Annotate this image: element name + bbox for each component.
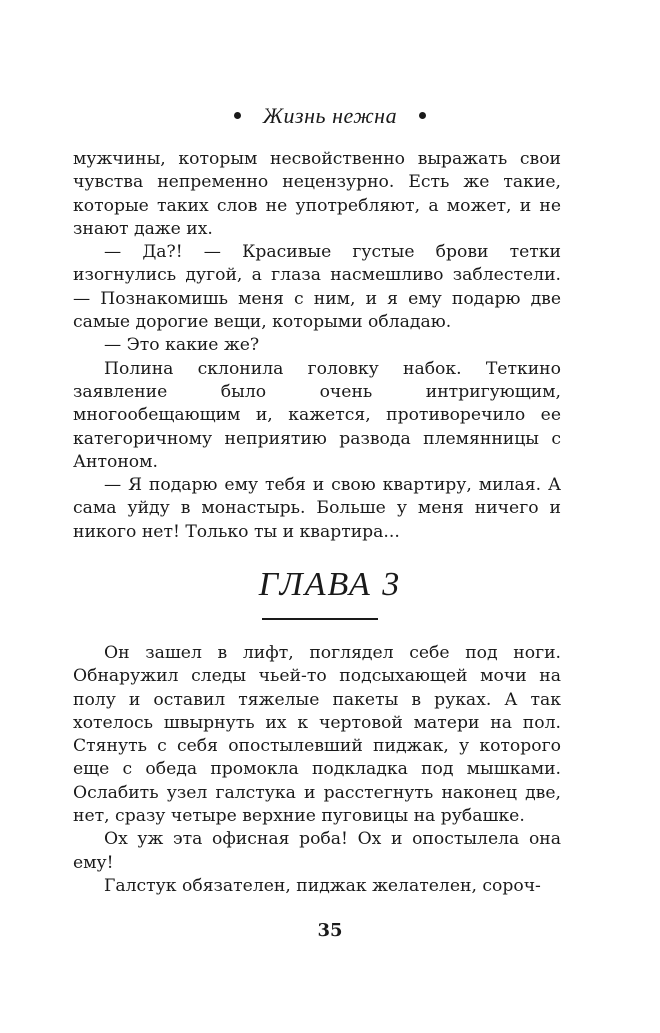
paragraph: Ох уж эта офисная роба! Ох и опостылела она ему! bbox=[73, 829, 561, 873]
bullet-left-icon bbox=[234, 112, 241, 119]
chapter-title: ГЛАВА 3 bbox=[258, 566, 402, 603]
chapter-divider bbox=[262, 618, 378, 620]
paragraph: Полина склонила головку набок. Теткино заявление было очень интригующим, многообещающим и, кажется, противоречило ее категоричному неприятию развода племянницы с Антоном. bbox=[73, 358, 561, 472]
page-number: 35 bbox=[317, 920, 343, 941]
text-block-bottom bbox=[73, 642, 561, 898]
running-head-title: Жизнь нежна bbox=[262, 103, 398, 128]
paragraph: — Да?! — Красивые густые брови тетки изогнулись дугой, а глаза насмешливо заблестели. — Познакомишь меня с ним, и я ему подарю две самые дорогие вещи, которыми обладаю. bbox=[73, 242, 561, 333]
paragraph: Галстук обязателен, пиджак желателен, сороч- bbox=[104, 875, 541, 896]
paragraph: — Это какие же? bbox=[104, 335, 260, 356]
running-head bbox=[0, 103, 660, 129]
bullet-right-icon bbox=[419, 112, 426, 119]
paragraph: мужчины, которым несвойственно выражать свои чувства непременно нецензурно. Есть же такие, которые таких слов не употребляют, а может, и не знают даже их. bbox=[73, 149, 561, 239]
paragraph: Он зашел в лифт, поглядел себе под ноги. Обнаружил следы чьей-то подсыхающей мочи на полу и оставил тяжелые пакеты в руках. А так хотелось швырнуть их к чертовой матери на пол. Стянуть с себя опостылевший пиджак, у которого еще с обеда промокла подкладка под мышками. Ослабить узел галстука и расстегнуть наконец две, нет, сразу четыре верхние пуговицы на рубашке. bbox=[73, 643, 561, 827]
text-block-top bbox=[73, 148, 561, 544]
paragraph: — Я подарю ему тебя и свою квартиру, милая. А сама уйду в монастырь. Больше у меня ничего и никого нет! Только ты и квартира... bbox=[73, 475, 561, 542]
